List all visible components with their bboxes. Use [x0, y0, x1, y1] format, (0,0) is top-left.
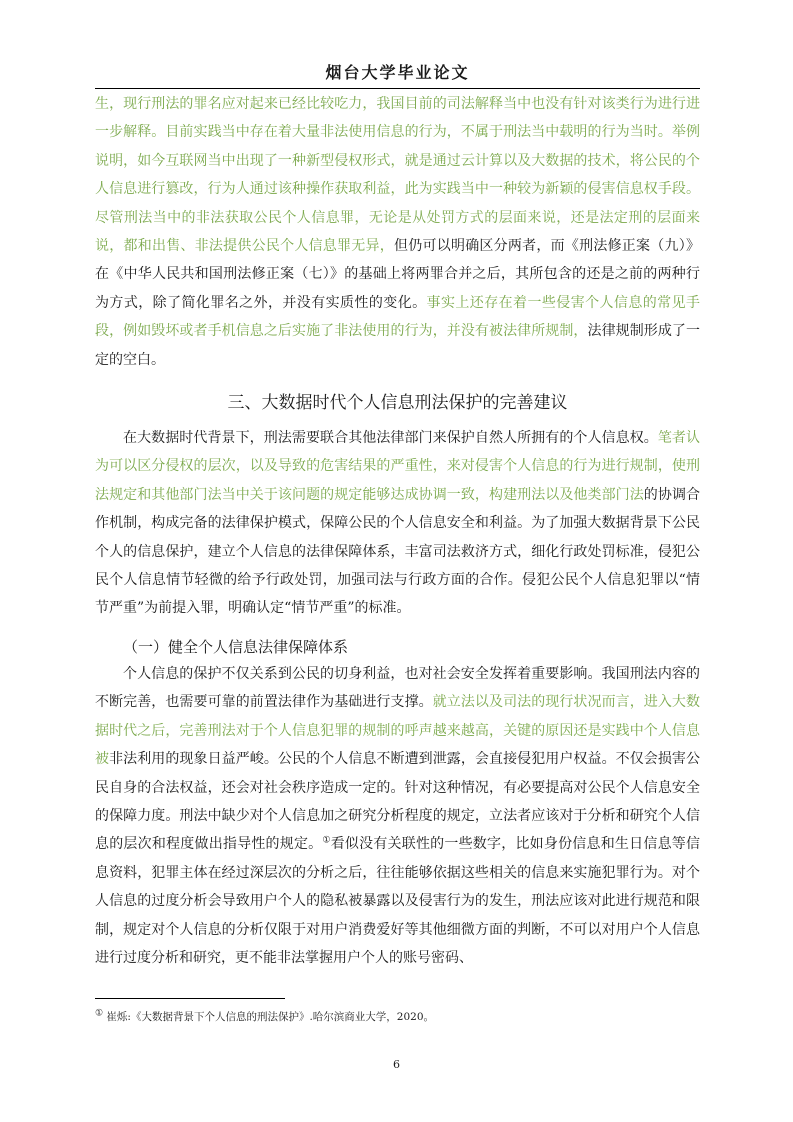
body-paragraph-2 [95, 424, 700, 623]
highlighted-text: 生，现行刑法的罪名应对起来已经比较吃力，我国目前的司法解释当中也没有针对该类行为进行进一步解释。目前实践当中存在着大量非法使用信息的行为，不属于刑法当中载明的行为当时。举例说明，如今互联网当中出现了一种新型侵权形式，就是通过云计算以及大数据的技术，将公民的个人信息进行篡改，行为人通过该种操作获取利益，此为实践当中一种较为新颖的侵害信息权手段。尽管刑法当中的非法获取公民个人信息罪，无论是从处罚方式的层面来说，还是法定刑的层面来说，都和出售、非法提供公民个人信息罪无异， [95, 96, 700, 255]
body-paragraph-1 [95, 90, 700, 374]
footnote-divider [95, 998, 285, 999]
running-header: 烟台大学毕业论文 [325, 63, 470, 82]
plain-text: 看似没有关联性的一些数字，比如身份信息和生日信息等信息资料，犯罪主体在经过深层次的分析之后，往往能够依据这些相关的信息来实施犯罪行为。对个人信息的过度分析会导致用户个人的隐私被暴露以及侵害行为的发生，刑法应该对此进行规范和限制，规定对个人信息的分析仅限于对用户消费爱好等其他细微方面的判断，不可以对用户个人信息进行过度分析和研究，更不能非法掌握用户个人的账号密码、 [95, 836, 700, 967]
body-paragraph-3 [95, 660, 700, 972]
subsection-heading: （一）健全个人信息法律保障体系 [123, 638, 349, 656]
plain-text: 在大数据时代背景下，刑法需要联合其他法律部门来保护自然人所拥有的个人信息权。 [123, 430, 658, 446]
plain-text: 但仍可以明确区分两者，而《刑法修正案（九）》在《中华人民共和国刑法修正案（七）》的基础上将两罪合并之后，其所包含的还是之前的两种行为方式，除了简化罪名之外，并没有实质性的变化。 [95, 238, 700, 311]
header-divider [95, 88, 700, 89]
footnote-marker: ① [95, 1008, 104, 1019]
page-number: 6 [393, 1058, 400, 1071]
footnote [95, 1009, 434, 1025]
plain-text: 的协调合作机制，构成完备的法律保护模式，保障公民的个人信息安全和利益。为了加强大数据背景下公民个人的信息保护，建立个人信息的法律保障体系，丰富司法救济方式，细化行政处罚标准，侵犯公民个人信息情节轻微的给予行政处罚，加强司法与行政方面的合作。侵犯公民个人信息犯罪以“情节严重”为前提入罪，明确认定“情节严重”的标准。 [95, 486, 701, 617]
highlighted-text: 笔者认为可以区分侵权的层次，以及导致的危害结果的严重性，来对侵害个人信息的行为进行规制，使刑法规定和其他部门法当中关于该问题的规定能够达成协调一致，构建刑法以及他类部门法 [95, 430, 701, 503]
highlighted-text: 事实上还存在着一些侵害个人信息的常见手段，例如毁坏或者手机信息之后实施了非法使用的行为，并没有被法律所规制， [95, 294, 701, 340]
footnote-text: 崔烁:《大数据背景下个人信息的刑法保护》.哈尔滨商业大学，2020。 [103, 1011, 435, 1023]
plain-text: 法律规制形成了一定的空白。 [95, 323, 700, 368]
highlighted-text: 就立法以及司法的现行状况而言，进入大数据时代之后，完善刑法对于个人信息犯罪的规制的呼声越来越高，关键的原因还是实践中个人信息被 [95, 694, 701, 768]
plain-text: 个人信息的保护不仅关系到公民的切身利益，也对社会安全发挥着重要影响。我国刑法内容的不断完善，也需要可靠的前置法律作为基础进行支撑。 [95, 666, 700, 711]
plain-text: 非法利用的现象日益严峻。公民的个人信息不断遭到泄露，会直接侵犯用户权益。不仅会损害公民自身的合法权益，还会对社会秩序造成一定的。针对这种情况，有必要提高对公民个人信息安全的保障力度。刑法中缺少对个人信息加之研究分析程度的规定，立法者应该对于分析和研究个人信息的层次和程度做出指导性的规定。 [95, 751, 701, 853]
footnote-reference[interactable]: ① [322, 835, 331, 846]
section-heading: 三、大数据时代个人信息刑法保护的完善建议 [227, 393, 568, 413]
